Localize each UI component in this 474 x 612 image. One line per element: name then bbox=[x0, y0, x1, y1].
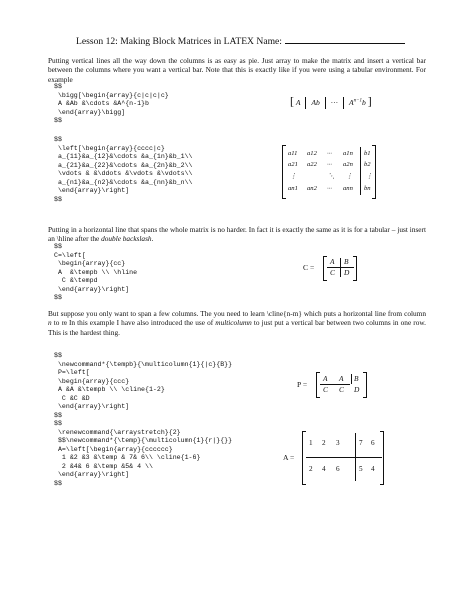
intro-text: Putting vertical lines all the way down the columns is as easy as pie. Just array to make the matrix and insert a vertical bar between the columns where you want a vertical bar. Note that this is exactly like if you were using a tabular environment. For example bbox=[48, 56, 426, 84]
cline-to: to bbox=[51, 318, 62, 328]
matrix-cell: 2 bbox=[309, 465, 313, 473]
vertical-bar bbox=[343, 97, 344, 109]
code-block-augmented-matrix: $$ \left[\begin{array}{cccc|c} a_{11}&a_{12}&\cdots &a_{1n}&b_1\\ a_{21}&a_{22}&\cdots &a_{2n}&b_2\\ \vdots & &\ddots &\vdots &\vdots\\ a_{n1}&a_{n2}&\cdots &a_{nn}&b_n\\ \end{array}\right] $$ bbox=[54, 136, 193, 203]
partial-vertical-rule bbox=[351, 374, 352, 384]
hline-paragraph bbox=[48, 225, 426, 244]
matrix-cell: 4 bbox=[371, 465, 375, 473]
cline-text-mid: In this example I have also introduced the use of bbox=[66, 318, 216, 328]
left-bracket bbox=[302, 431, 306, 485]
matrix-cell: ··· bbox=[327, 150, 332, 157]
cell-an1b-tail: b bbox=[362, 98, 366, 107]
cell-an1b-base: A bbox=[349, 98, 354, 107]
hline-text-end: . bbox=[151, 234, 154, 244]
hline-emphasis: double backslash bbox=[101, 234, 152, 244]
right-bracket bbox=[353, 256, 357, 281]
right-bracket bbox=[363, 372, 367, 398]
left-bracket bbox=[282, 145, 286, 199]
matrix-cell: a21 bbox=[288, 161, 298, 168]
cell-an1b-exp: n−1 bbox=[353, 98, 363, 104]
matrix-cell: 5 bbox=[359, 465, 363, 473]
matrix-cell: C bbox=[330, 268, 335, 277]
matrix-cell: C bbox=[339, 385, 344, 394]
rendered-matrix-vertical-bars: [ A Ab ··· $A^{n-1}b$ ] bbox=[290, 94, 372, 108]
cline-paragraph bbox=[48, 309, 426, 337]
equation-lhs-p: P = bbox=[297, 380, 308, 389]
vertical-rule bbox=[355, 433, 356, 481]
matrix-cell: ⋮ bbox=[346, 173, 353, 180]
matrix-cell: 1 bbox=[309, 439, 313, 447]
matrix-cell: bn bbox=[364, 185, 371, 192]
matrix-cell: ann bbox=[343, 185, 353, 192]
code-block-vertical-bars: $$ \bigg[\begin{array}{c|c|c|c} A &Ab &\cdots &A^{n-1}b \end{array}\bigg] $$ bbox=[54, 83, 169, 125]
matrix-cell: A bbox=[339, 374, 344, 383]
matrix-cell: a2n bbox=[343, 161, 353, 168]
matrix-cell: a1n bbox=[343, 150, 353, 157]
matrix-cell: a22 bbox=[307, 161, 317, 168]
cell-a: A bbox=[295, 98, 301, 107]
cell-ab: Ab bbox=[311, 98, 320, 107]
matrix-cell: 7 bbox=[359, 439, 363, 447]
matrix-cell: b2 bbox=[364, 161, 371, 168]
matrix-cell: 2 bbox=[322, 439, 326, 447]
lesson-title bbox=[76, 36, 405, 47]
matrix-cell: ··· bbox=[327, 185, 332, 192]
matrix-cell: C bbox=[323, 385, 328, 394]
matrix-cell: a12 bbox=[307, 150, 317, 157]
intro-paragraph bbox=[48, 56, 426, 84]
name-blank-line bbox=[285, 43, 405, 44]
matrix-cell: 3 bbox=[336, 439, 340, 447]
right-bracket bbox=[372, 145, 376, 199]
full-horizontal-rule bbox=[306, 457, 382, 458]
equation-lhs-a: A = bbox=[283, 453, 295, 462]
cell-cdots: ··· bbox=[330, 98, 339, 107]
matrix-cell: 6 bbox=[371, 439, 375, 447]
matrix-cell: ⋱ bbox=[328, 173, 335, 180]
cline-text-end: to just put a vertical bar between two columns in one row. This is the hardest thing. bbox=[48, 318, 426, 337]
matrix-cell: D bbox=[344, 268, 350, 277]
matrix-cell: a11 bbox=[288, 150, 298, 157]
cline-text: But suppose you only want to span a few columns. The you need to learn \cline{n-m} which puts a horizontal line from column bbox=[48, 309, 426, 318]
vertical-rule bbox=[340, 258, 341, 277]
cline-var-m: m bbox=[61, 318, 67, 328]
matrix-cell: an1 bbox=[288, 185, 298, 192]
vertical-bar bbox=[325, 97, 326, 109]
title-text: Lesson 12: Making Block Matrices in LATEX Name: bbox=[76, 36, 282, 47]
matrix-cell: A bbox=[330, 257, 335, 266]
matrix-cell: b1 bbox=[364, 150, 371, 157]
matrix-cell: ⋮ bbox=[366, 173, 373, 180]
augment-bar bbox=[360, 147, 361, 195]
cline-emphasis: multicolumn bbox=[215, 318, 252, 328]
matrix-cell: A bbox=[323, 374, 328, 383]
code-block-cline: $$ \newcommand*{\tempb}{\multicolumn{1}{|c}{B}} P=\left[ \begin{array}{ccc} A &A &\tempb \\ \cline{1-2} C &C &D \end{array}\right] $$ bbox=[54, 352, 233, 419]
left-bracket bbox=[323, 256, 327, 281]
matrix-cell: D bbox=[354, 385, 360, 394]
matrix-cell: ··· bbox=[327, 161, 332, 168]
cline-var-n: n bbox=[48, 318, 52, 328]
code-block-hline: $$ C=\left[ \begin{array}{cc} A &\tempb \\ \hline C &\tempd \end{array}\right] $$ bbox=[54, 243, 138, 302]
matrix-cell: an2 bbox=[307, 185, 317, 192]
hline-text: Putting in a horizontal line that spans the whole matrix is no harder. In fact it is exactly the same as it is for a tabular – just insert an \hline after the bbox=[48, 225, 426, 244]
matrix-cell: ⋮ bbox=[290, 173, 297, 180]
equation-lhs-c: C = bbox=[303, 263, 315, 272]
matrix-cell: 4 bbox=[322, 465, 326, 473]
code-block-arraystretch: $$ \renewcommand{\arraystretch}{2} $$\newcommand*{\temp}{\multicolumn{1}{r|}{}} A=\left[\begin{array}{cccccc} 1 &2 &3 &\temp & 7& 6\\ \cline{1-6} 2 &4& 6 &\temp &5& 4 \\ \end{array}\right] $$ bbox=[54, 420, 233, 487]
matrix-cell: B bbox=[354, 374, 359, 383]
left-bracket bbox=[316, 372, 320, 398]
matrix-cell: B bbox=[344, 257, 349, 266]
right-bracket bbox=[380, 431, 384, 485]
matrix-cell: 6 bbox=[336, 465, 340, 473]
vertical-bar bbox=[305, 97, 306, 109]
